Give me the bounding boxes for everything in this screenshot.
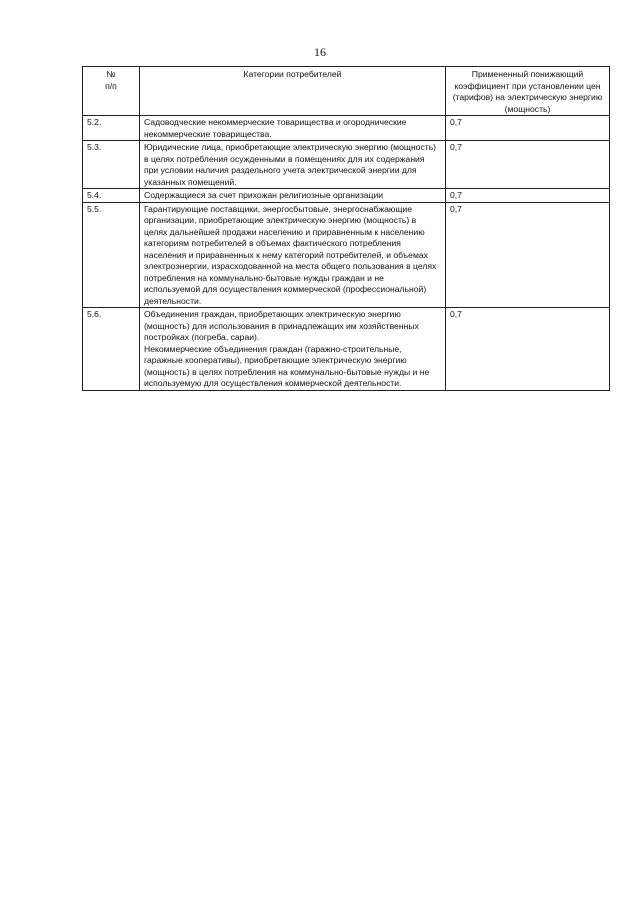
table-row (83, 141, 610, 189)
table-body (83, 116, 610, 391)
table-header (83, 67, 610, 116)
row-number: 5.3. (83, 141, 140, 189)
row-category (140, 202, 446, 308)
table-row (83, 308, 610, 391)
category-text: Некоммерческие объединения граждан (гаражно-строительные, гаражные кооперативы), приобретающие электрическую энергию (мощность) в целях потребления на коммунально-бытовые нужды и не используемую для осуществления коммерческой деятельности. (144, 343, 430, 389)
tariff-table (82, 66, 610, 391)
row-number: 5.6. (83, 308, 140, 391)
header-coefficient: Примененный понижающий коэффициент при установлении цен (тарифов) на электрическую энергию (мощность) (446, 67, 610, 116)
row-coefficient: 0,7 (446, 189, 610, 203)
category-text: Садоводческие некоммерческие товарищества и огороднические некоммерческие товарищества. (144, 117, 407, 139)
table-row (83, 189, 610, 203)
header-row (83, 67, 610, 116)
row-category (140, 141, 446, 189)
table-row (83, 116, 610, 141)
category-text: Юридические лица, приобретающие электрическую энергию (мощность) в целях потребления осужденными в помещениях для их содержания при условии наличия раздельного учета электрической энергии для указанных помещений. (144, 142, 437, 187)
category-text: Объединения граждан, приобретающих электрическую энергию (мощность) для использования в принадлежащих им хозяйственных постройках (погреба, сараи). (144, 309, 419, 343)
page-number: 16 (314, 45, 326, 59)
row-coefficient: 0,7 (446, 141, 610, 189)
row-coefficient: 0,7 (446, 308, 610, 391)
row-number: 5.4. (83, 189, 140, 203)
row-coefficient: 0,7 (446, 116, 610, 141)
row-coefficient: 0,7 (446, 202, 610, 308)
table-row (83, 202, 610, 308)
header-category: Категории потребителей (140, 67, 446, 116)
row-number: 5.2. (83, 116, 140, 141)
category-text: Гарантирующие поставщики, энергосбытовые, энергоснабжающие организации, приобретающие электрическую энергию (мощность) в целях дальнейшей продажи населению и приравненным к населению категориям потребителей в объемах фактического потребления населения и приравненных к нему категорий потребителей, и объемах электроэнергии, израсходованной на места общего пользования в целях потребления на коммунально-бытовые нужды граждан и не используемой для осуществления коммерческой (профессиональной) деятельности. (144, 203, 437, 306)
header-number: № п/п (83, 67, 140, 116)
row-category (140, 116, 446, 141)
row-category (140, 308, 446, 391)
row-number: 5.5. (83, 202, 140, 308)
category-text: Содержащиеся за счет прихожан религиозные организации (144, 190, 384, 201)
row-category (140, 189, 446, 203)
